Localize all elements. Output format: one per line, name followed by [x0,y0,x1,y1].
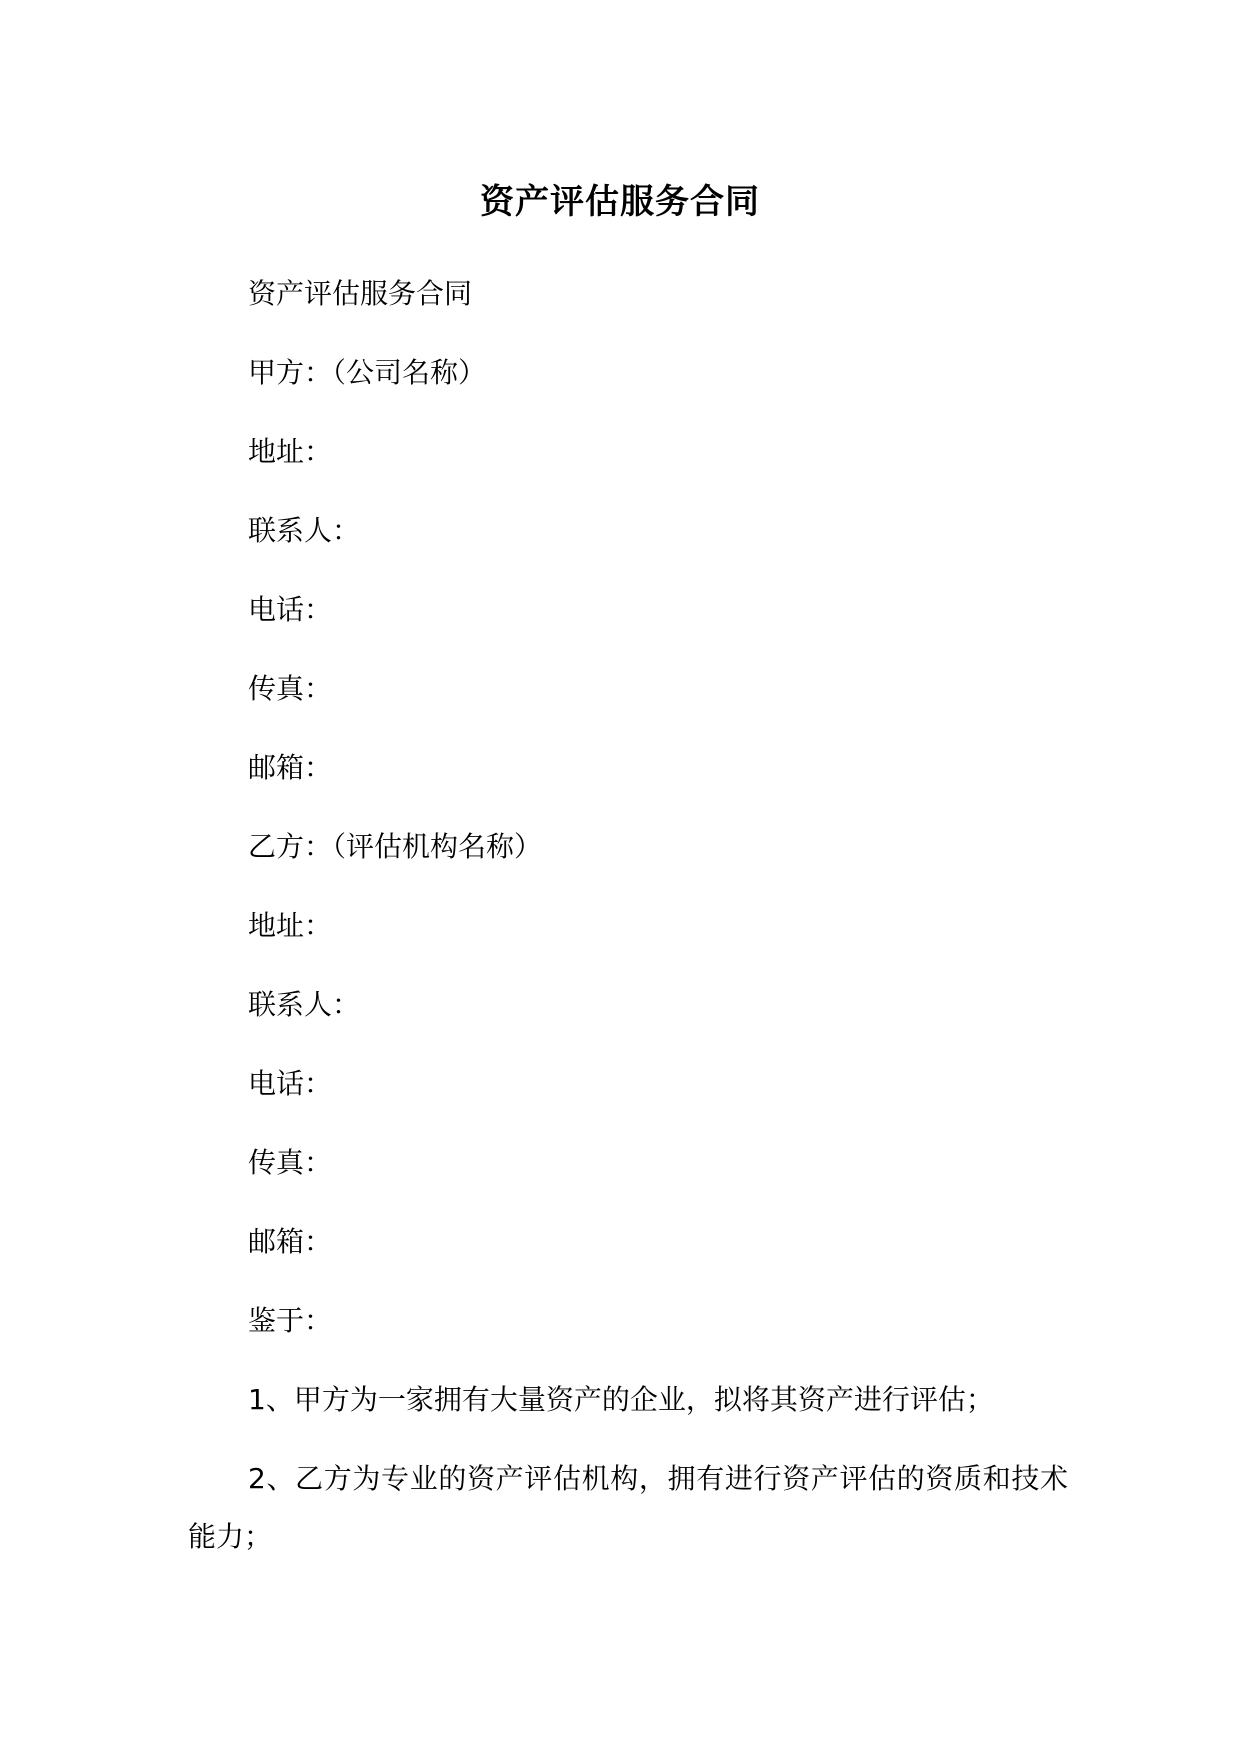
party-b-contact: 联系人： [248,988,361,1021]
subtitle-paragraph: 资产评估服务合同 [248,277,473,310]
party-b-fax: 传真： [248,1146,333,1179]
party-b-phone: 电话： [248,1067,333,1100]
party-a-fax: 传真： [248,672,333,705]
whereas-heading: 鉴于： [248,1304,333,1337]
party-a-heading: 甲方：（公司名称） [248,356,487,389]
party-a-email: 邮箱： [248,751,333,784]
recital-2: 2、乙方为专业的资产评估机构，拥有进行资产评估的资质和技术能力； [188,1462,1068,1553]
recital-1: 1、甲方为一家拥有大量资产的企业，拟将其资产进行评估； [248,1383,994,1416]
party-a-address: 地址： [248,435,333,468]
document-title: 资产评估服务合同 [480,182,760,222]
party-a-phone: 电话： [248,593,333,626]
document-body [188,274,1068,1566]
party-b-email: 邮箱： [248,1225,333,1258]
party-a-contact: 联系人： [248,514,361,547]
party-b-address: 地址： [248,909,333,942]
party-b-heading: 乙方：（评估机构名称） [248,830,543,863]
